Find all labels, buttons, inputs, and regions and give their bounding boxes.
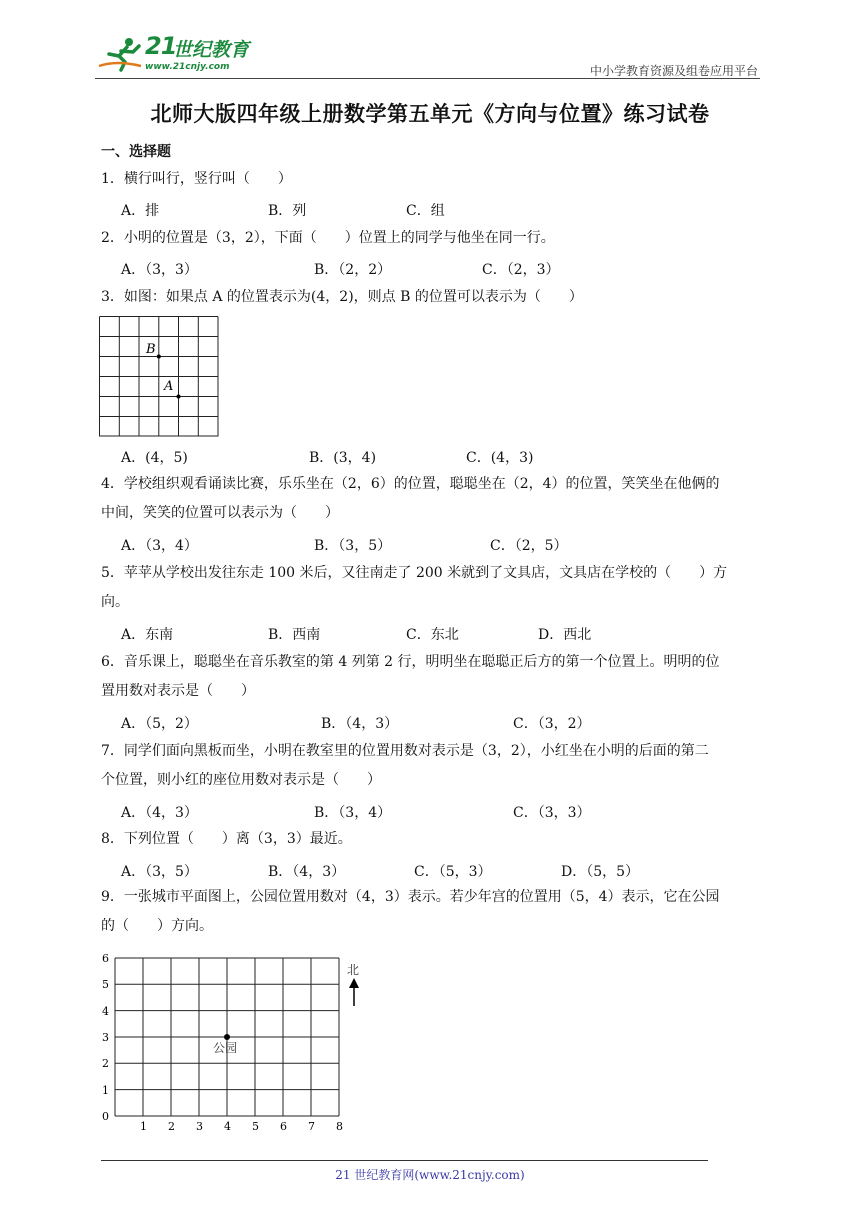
- x-label-5: 5: [252, 1120, 259, 1133]
- x-label-6: 6: [280, 1120, 287, 1133]
- x-label-7: 7: [308, 1120, 315, 1133]
- x-label-4: 4: [224, 1120, 231, 1133]
- park-point: [224, 1034, 230, 1040]
- question-6-line-1: 6．音乐课上，聪聪坐在音乐教室的第 4 列第 2 行，明明坐在聪聪正后方的第一个位置上。明明的位: [101, 654, 720, 670]
- q7-option-c: C．（3，3）: [513, 805, 591, 821]
- q8-option-d: D．（5，5）: [561, 864, 640, 880]
- q7-option-a: A．（4，3）: [121, 805, 198, 821]
- header-platform-text: 中小学教育资源及组卷应用平台: [589, 64, 758, 78]
- q4-option-a: A．（3，4）: [121, 538, 198, 554]
- q2-option-b: B．（2，2）: [314, 262, 392, 278]
- point-a-label: A: [164, 379, 174, 394]
- x-label-3: 3: [196, 1120, 203, 1133]
- north-label: 北: [347, 963, 360, 977]
- y-label-4: 4: [102, 1005, 109, 1018]
- question-4-line-2: 中间，笑笑的位置可以表示为（ ）: [101, 505, 339, 521]
- y-label-1: 1: [102, 1084, 109, 1097]
- footer-text: 21 世纪教育网(www.21cnjy.com): [335, 1168, 525, 1182]
- point-b: [157, 355, 161, 359]
- q1-option-a: A．排: [121, 203, 160, 219]
- q9-city-map-grid: [98, 950, 378, 1136]
- question-7-line-2: 个位置，则小红的座位用数对表示是（ ）: [101, 772, 381, 788]
- x-label-2: 2: [168, 1120, 175, 1133]
- point-a: [177, 395, 181, 399]
- site-logo: [95, 34, 265, 74]
- y-label-6: 6: [102, 952, 109, 965]
- logo-number: 21: [145, 32, 177, 60]
- q8-option-a: A．（3，5）: [121, 864, 198, 880]
- q2-option-c: C．（2，3）: [482, 262, 560, 278]
- q6-option-b: B．（4，3）: [321, 716, 399, 732]
- q6-option-c: C．（3，2）: [513, 716, 591, 732]
- question-8: 8．下列位置（ ）离（3，3）最近。: [101, 831, 352, 847]
- q3-option-b: B．(3，4): [309, 450, 377, 466]
- q5-option-d: D．西北: [538, 627, 592, 643]
- q1-option-b: B．列: [268, 203, 307, 219]
- question-9-line-1: 9．一张城市平面图上，公园位置用数对（4，3）表示。若少年宫的位置用（5，4）表示，它在公园: [101, 889, 720, 905]
- y-label-5: 5: [102, 978, 109, 991]
- logo-text: 世纪教育: [173, 39, 250, 61]
- q2-option-a: A．（3，3）: [121, 262, 198, 278]
- q1-option-c: C．组: [406, 203, 445, 219]
- header-divider: [95, 78, 760, 79]
- page-title: 北师大版四年级上册数学第五单元《方向与位置》练习试卷: [150, 101, 710, 126]
- q8-option-b: B．（4，3）: [268, 864, 346, 880]
- q4-option-c: C．（2，5）: [490, 538, 568, 554]
- q3-grid-figure: [99, 316, 219, 437]
- question-6-line-2: 置用数对表示是（ ）: [101, 683, 255, 699]
- q3-option-a: A．(4，5): [121, 450, 188, 466]
- q5-option-b: B．西南: [268, 627, 321, 643]
- section-heading: 一、选择题: [101, 144, 171, 160]
- question-1: 1．横行叫行，竖行叫（ ）: [101, 171, 292, 187]
- q5-option-a: A．东南: [121, 627, 174, 643]
- question-2: 2．小明的位置是（3，2），下面（ ）位置上的同学与他坐在同一行。: [101, 230, 555, 246]
- y-label-0: 0: [102, 1110, 109, 1123]
- q8-option-c: C．（5，3）: [414, 864, 492, 880]
- q3-option-c: C．(4，3): [466, 450, 534, 466]
- x-label-1: 1: [140, 1120, 147, 1133]
- question-7-line-1: 7．同学们面向黑板而坐，小明在教室里的位置用数对表示是（3，2），小红坐在小明的后面的第二: [101, 743, 709, 759]
- runner-icon: [97, 36, 143, 72]
- y-label-3: 3: [102, 1031, 109, 1044]
- point-b-label: B: [146, 342, 156, 357]
- park-label: 公园: [213, 1041, 238, 1055]
- question-4-line-1: 4．学校组织观看诵读比赛，乐乐坐在（2，6）的位置，聪聪坐在（2，4）的位置，笑笑坐在他俩的: [101, 476, 720, 492]
- q4-option-b: B．（3，5）: [314, 538, 392, 554]
- q7-option-b: B．（3，4）: [314, 805, 392, 821]
- q5-option-c: C．东北: [406, 627, 459, 643]
- question-5-line-1: 5．苹苹从学校出发往东走 100 米后，又往南走了 200 米就到了文具店，文具店在学校的（ ）方: [101, 565, 728, 581]
- north-arrow-icon: [349, 978, 359, 1006]
- question-5-line-2: 向。: [101, 594, 129, 610]
- footer-divider: [101, 1160, 708, 1161]
- y-label-2: 2: [102, 1057, 109, 1070]
- question-9-line-2: 的（ ）方向。: [101, 918, 213, 934]
- q6-option-a: A．（5，2）: [121, 716, 198, 732]
- question-3: 3．如图：如果点 A 的位置表示为(4，2)，则点 B 的位置可以表示为（ ）: [101, 289, 583, 305]
- page-header: [95, 34, 760, 78]
- logo-url: www.21cnjy.com: [145, 62, 230, 72]
- x-label-8: 8: [336, 1120, 343, 1133]
